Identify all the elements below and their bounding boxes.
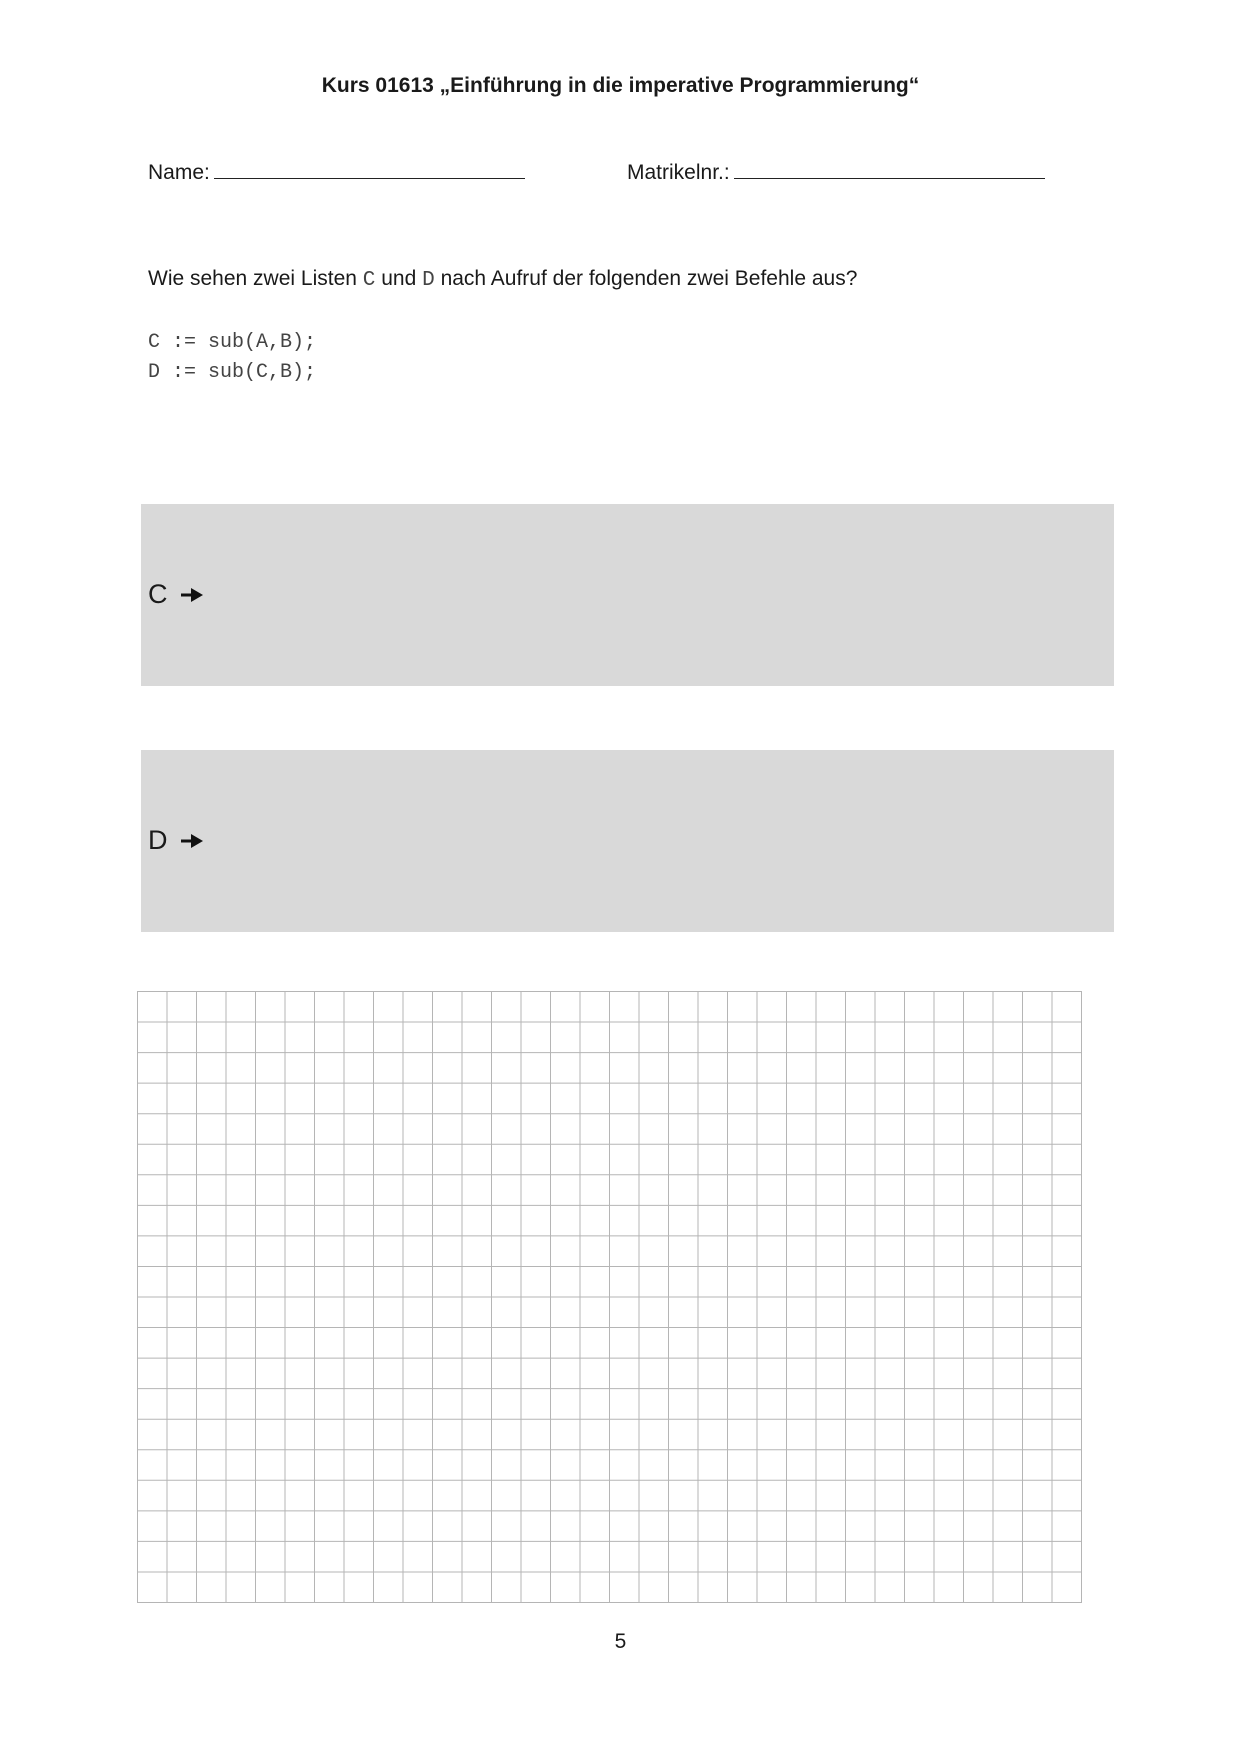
- answer-d-letter: D: [148, 825, 168, 855]
- name-field[interactable]: [148, 158, 525, 185]
- name-label: Name:: [148, 161, 210, 184]
- question-var-d: D: [422, 269, 435, 292]
- question-text: [148, 267, 857, 292]
- code-line-2: D := sub(C,B);: [148, 361, 317, 384]
- answer-box-c[interactable]: [141, 504, 1114, 686]
- question-middle: und: [381, 267, 417, 290]
- question-suffix: nach Aufruf der folgenden zwei Befehle aus?: [440, 267, 858, 290]
- scratch-grid[interactable]: [137, 991, 1082, 1603]
- matrikel-label: Matrikelnr.:: [627, 161, 730, 184]
- answer-box-d[interactable]: [141, 750, 1114, 932]
- page-title: Kurs 01613 „Einführung in die imperative Programmierung“: [321, 74, 920, 97]
- question-var-c: C: [362, 269, 376, 292]
- code-line-1: C := sub(A,B);: [148, 331, 317, 354]
- question-prefix: Wie sehen zwei Listen: [148, 267, 357, 290]
- name-blank-line[interactable]: [214, 158, 525, 179]
- answer-label-c: [148, 579, 204, 610]
- matrikel-blank-line[interactable]: [734, 158, 1045, 179]
- answer-c-letter: C: [148, 579, 168, 609]
- arrow-right-icon: [180, 587, 204, 603]
- matrikel-field[interactable]: [627, 158, 1045, 185]
- page-number: 5: [614, 1630, 627, 1653]
- answer-label-d: [148, 825, 204, 856]
- arrow-right-icon: [180, 833, 204, 849]
